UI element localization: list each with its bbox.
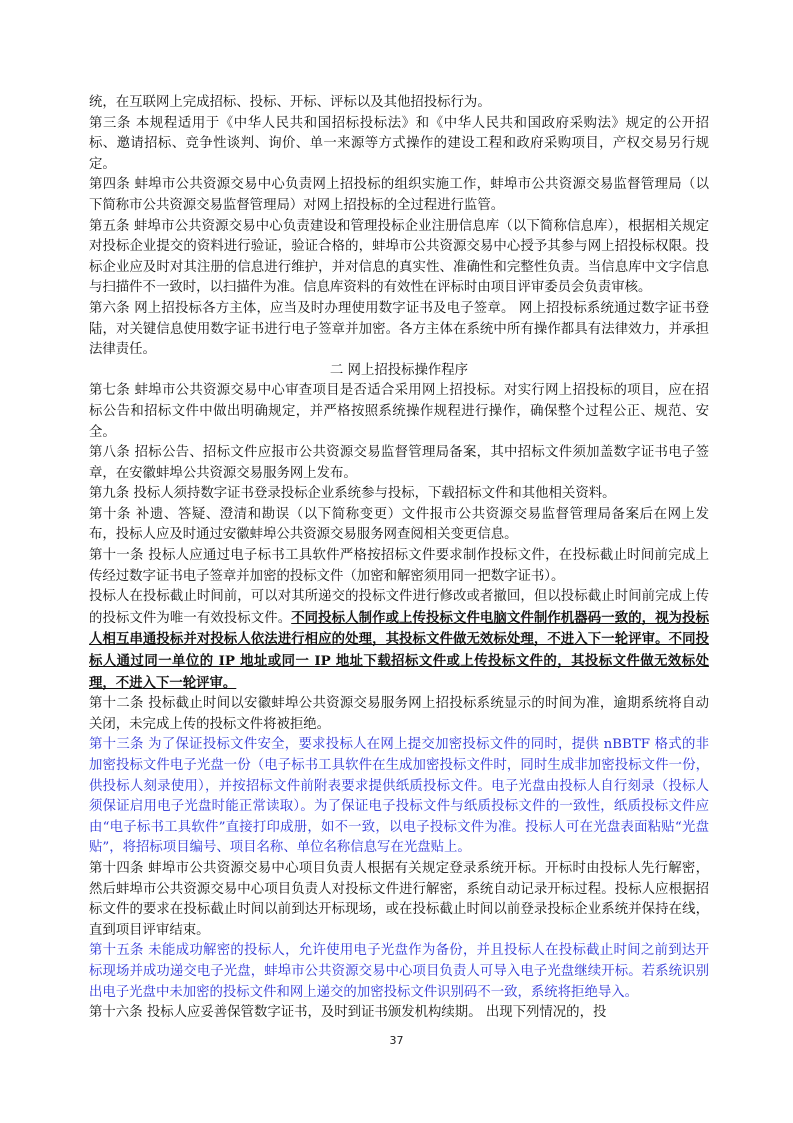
article-14: 第十四条 蚌埠市公共资源交易中心项目负责人根据有关规定登录系统开标。开标时由投标人先行解密，然后蚌埠市公共资源交易中心项目负责人对投标文件进行解密，系统自动记录开标过程。投标人应根据招标文件的要求在投标截止时间以前到达开标现场，或在投标截止时间以前登录投标企业系统并保持在线，直到项目评审结束。 [89,860,709,938]
article-6: 第六条 网上招投标各方主体，应当及时办理使用数字证书及电子签章。 网上招投标系统通过数字证书登陆，对关键信息使用数字证书进行电子签章并加密。各方主体在系统中所有操作都具有法律效力，并承担法律责任。 [89,300,709,358]
article-11: 第十一条 投标人应通过电子标书工具软件严格按招标文件要求制作投标文件，在投标截止时间前完成上传经过数字证书电子签章并加密的投标文件（加密和解密须用同一把数字证书）。 [89,548,709,584]
article-11-bold-clause: 不同投标人制作或上传投标文件电脑文件制作机器码一致的，视为投标人相互串通投标并对投标人依法进行相应的处理，其投标文件做无效标处理，不进入下一轮评审。不同投标人通过同一单位的 IP 地址或同一 IP 地址下载招标文件或上传投标文件的，其投标文件做无效标处理，不进入下一轮评审。 [89,609,709,691]
article-16: 第十六条 投标人应妥善保管数字证书，及时到证书颁发机构续期。 出现下列情况的，投 [89,1005,607,1021]
article-11-supplement-text: 投标人在投标截止时间前，可以对其所递交的投标文件进行修改或者撤回，但以投标截止时间前完成上传的投标文件为唯一有效投标文件。 [89,589,709,626]
article-13: 第十三条 为了保证投标文件安全，要求投标人在网上提交加密投标文件的同时，提供 nBBTF 格式的非加密投标文件电子光盘一份（电子标书工具软件在生成加密投标文件时，同时生成非加密投标文件一份，供投标人刻录使用），并按招标文件前附表要求提供纸质投标文件。电子光盘由投标人自行刻录（投标人须保证启用电子光盘时能正常读取）。为了保证电子投标文件与纸质投标文件的一致性，纸质投标文件应由“电子标书工具软件”直接打印成册，如不一致，以电子投标文件为准。投标人可在光盘表面粘贴“光盘贴”，将招标项目编号、项目名称、单位名称信息写在光盘贴上。 [89,737,709,856]
section-heading: 二 网上招投标操作程序 [329,362,469,378]
article-4: 第四条 蚌埠市公共资源交易中心负责网上招投标的组织实施工作，蚌埠市公共资源交易监督管理局（以下简称市公共资源交易监督管理局）对网上招投标的全过程进行监管。 [89,177,709,213]
article-11-supplement [89,587,709,694]
article-10: 第十条 补遗、答疑、澄清和勘误（以下简称变更）文件报市公共资源交易监督管理局备案后在网上发布，投标人应及时通过安徽蚌埠公共资源交易服务网查阅相关变更信息。 [89,506,709,543]
article-12: 第十二条 投标截止时间以安徽蚌埠公共资源交易服务网上招投标系统显示的时间为准，逾期系统将自动关闭，未完成上传的投标文件将被拒绝。 [89,696,709,732]
article-7: 第七条 蚌埠市公共资源交易中心审查项目是否适合采用网上招投标。对实行网上招投标的项目，应在招标公告和招标文件中做出明确规定，并严格按照系统操作规程进行操作，确保整个过程公正、规范、安全。 [89,383,709,440]
page-number: 37 [389,1034,404,1047]
document-body [89,93,709,1024]
paragraph-continuation: 统，在互联网上完成招标、投标、开标、评标以及其他招投标行为。 [89,95,491,110]
article-3: 第三条 本规程适用于《中华人民共和国招标投标法》和《中华人民共和国政府采购法》规定的公开招标、邀请招标、竞争性谈判、询价、单一来源等方式操作的建设工程和政府采购项目，产权交易另行规定。 [89,115,709,172]
article-8: 第八条 招标公告、招标文件应报市公共资源交易监督管理局备案，其中招标文件须加盖数字证书电子签章，在安徽蚌埠公共资源交易服务网上发布。 [89,445,709,481]
article-9: 第九条 投标人须持数字证书登录投标企业系统参与投标，下载招标文件和其他相关资料。 [89,486,616,502]
article-5: 第五条 蚌埠市公共资源交易中心负责建设和管理投标企业注册信息库（以下简称信息库），根据相关规定对投标企业提交的资料进行验证，验证合格的，蚌埠市公共资源交易中心授予其参与网上招投标权限。投标企业应及时对其注册的信息进行维护，并对信息的真实性、准确性和完整性负责。当信息库中文字信息与扫描件不一致时，以扫描件为准。信息库资料的有效性在评标时由项目评审委员会负责审核。 [89,218,709,296]
article-15: 第十五条 未能成功解密的投标人，允许使用电子光盘作为备份，并且投标人在投标截止时间之前到达开标现场并成功递交电子光盘，蚌埠市公共资源交易中心项目负责人可导入电子光盘继续开标。若系统识别出电子光盘中未加密的投标文件和网上递交的加密投标文件识别码不一致，系统将拒绝导入。 [89,943,709,1000]
